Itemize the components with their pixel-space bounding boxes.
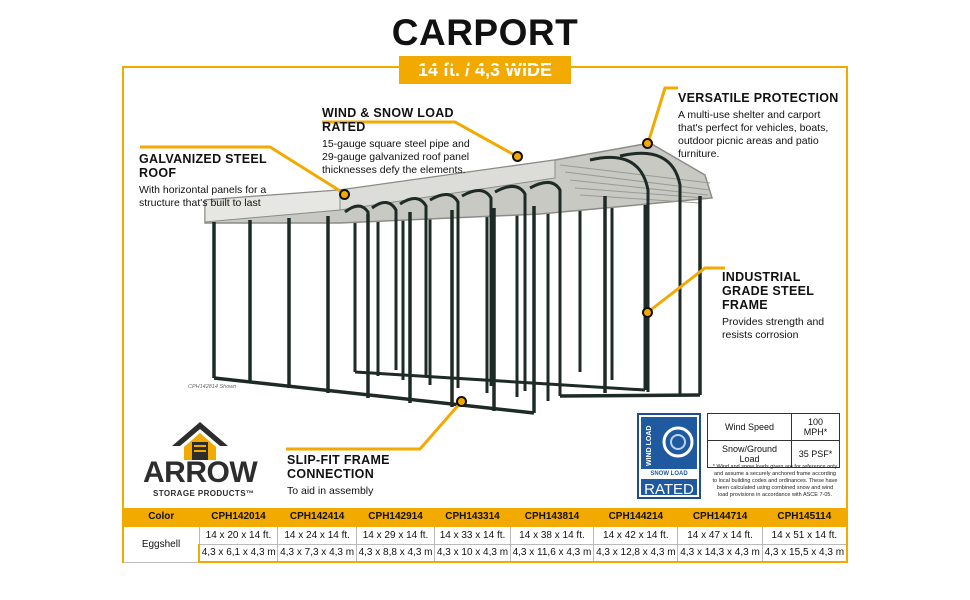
model-size-m: 4,3 x 10 x 4,3 m (435, 544, 511, 562)
model-size-m: 4,3 x 7,3 x 4,3 m (278, 544, 356, 562)
wind-dot (512, 151, 523, 162)
model-size-ft: 14 x 38 x 14 ft. (510, 526, 593, 544)
product-m-row (123, 544, 847, 562)
spec-footnote: * Wind and snow loads given are for reference only and assume a securely anchored frame according to local building codes and ordinances. These have been calculated using combined snow and wind load provisions in accordance with ASCE 7-05. (712, 464, 838, 498)
model-code: CPH144214 (594, 508, 678, 526)
model-code: CPH143314 (435, 508, 511, 526)
versatile-dot (642, 138, 653, 149)
model-code: CPH142014 (199, 508, 278, 526)
width-subtitle: 14 ft. / 4,3 WIDE (399, 56, 571, 84)
brand-tagline: STORAGE PRODUCTS™ (153, 489, 255, 498)
model-code: CPH142414 (278, 508, 356, 526)
product-ft-row (123, 526, 847, 544)
callout-slip-title: SLIP-FIT FRAME CONNECTION (287, 453, 390, 481)
slip-dot (456, 396, 467, 407)
roof-dot (339, 189, 350, 200)
model-size-m: 4,3 x 12,8 x 4,3 m (594, 544, 678, 562)
model-code: CPH143814 (510, 508, 593, 526)
callout-frame (722, 270, 837, 342)
badge-band: SNOW LOAD (641, 469, 697, 479)
callout-frame-title: INDUSTRIAL GRADE STEEL FRAME (722, 270, 814, 312)
spec-label: Snow/Ground Load (708, 441, 792, 468)
model-size-ft: 14 x 29 x 14 ft. (356, 526, 434, 544)
badge-wave-icon (661, 425, 695, 459)
callout-slip-body: To aid in assembly (287, 485, 374, 497)
model-size-ft: 14 x 51 x 14 ft. (762, 526, 847, 544)
wind-snow-badge (637, 413, 701, 499)
callout-roof (139, 152, 299, 210)
model-size-ft: 14 x 24 x 14 ft. (278, 526, 356, 544)
callout-versatile-body: A multi-use shelter and carport that's perfect for vehicles, boats, outdoor picnic areas and patio furniture. (678, 109, 829, 160)
model-size-m: 4,3 x 11,6 x 4,3 m (510, 544, 593, 562)
callout-wind-title: WIND & SNOW LOAD RATED (322, 106, 454, 134)
spec-value: 100 MPH* (792, 414, 840, 441)
callout-slip (287, 453, 457, 498)
color-header: Color (123, 508, 199, 526)
callout-versatile (678, 91, 843, 161)
product-header-row (123, 508, 847, 526)
model-size-ft: 14 x 42 x 14 ft. (594, 526, 678, 544)
load-spec-table (707, 413, 840, 468)
model-size-m: 4,3 x 6,1 x 4,3 m (199, 544, 278, 562)
product-table (122, 508, 848, 563)
callout-wind-body: 15-gauge square steel pipe and 29-gauge galvanized roof panel thicknesses defy the elements. (322, 138, 470, 176)
callout-versatile-title: VERSATILE PROTECTION (678, 91, 839, 105)
model-size-m: 4,3 x 15,5 x 4,3 m (762, 544, 847, 562)
model-code: CPH142914 (356, 508, 434, 526)
callout-frame-body: Provides strength and resists corrosion (722, 316, 825, 341)
callout-wind (322, 106, 482, 177)
badge-top-text: WIND LOAD (646, 425, 653, 466)
spec-value: 35 PSF* (792, 441, 840, 468)
model-size-ft: 14 x 33 x 14 ft. (435, 526, 511, 544)
model-code: CPH145114 (762, 508, 847, 526)
frame-dot (642, 307, 653, 318)
callout-roof-body: With horizontal panels for a structure that's built to last (139, 184, 267, 209)
model-code: CPH144714 (678, 508, 762, 526)
model-size-ft: 14 x 20 x 14 ft. (199, 526, 278, 544)
model-size-ft: 14 x 47 x 14 ft. (678, 526, 762, 544)
brand-name: ARROW (143, 456, 258, 489)
model-size-m: 4,3 x 14,3 x 4,3 m (678, 544, 762, 562)
model-shown-note: CPH142814 Shown (188, 384, 237, 390)
badge-bottom-text: RATED (644, 481, 694, 498)
callout-roof-title: GALVANIZED STEEL ROOF (139, 152, 267, 180)
arrow-logo-icon (170, 420, 230, 460)
color-value: Eggshell (123, 526, 199, 562)
spec-label: Wind Speed (708, 414, 792, 441)
page-title: CARPORT (391, 12, 579, 53)
model-size-m: 4,3 x 8,8 x 4,3 m (356, 544, 434, 562)
spec-row-wind (708, 414, 840, 441)
